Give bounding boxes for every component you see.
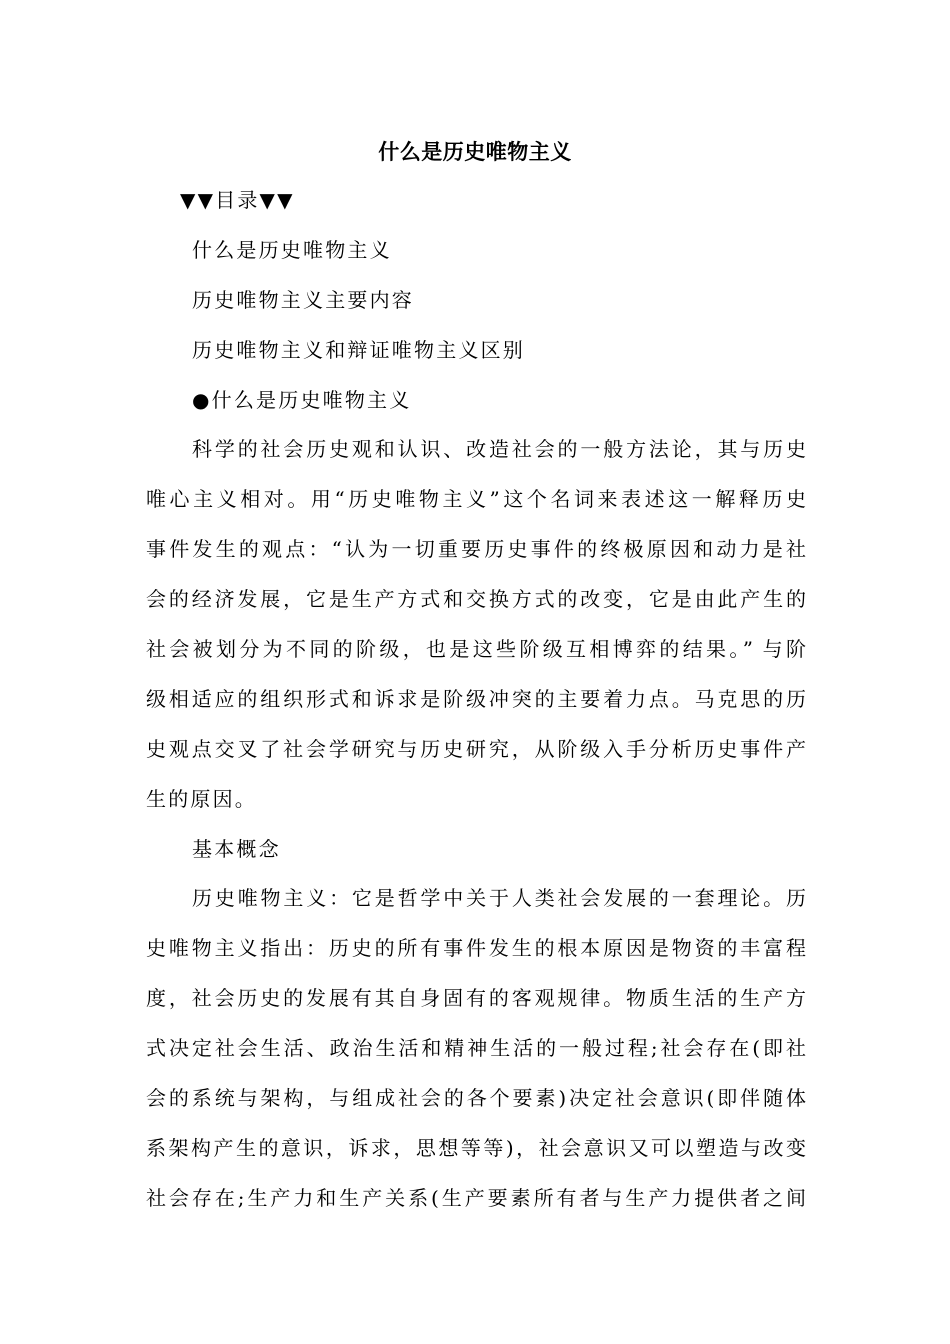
paragraph-line: 科学的社会历史观和认识、改造社会的一般方法论，其与历史 — [192, 437, 806, 461]
paragraph-line: 系架构产生的意识，诉求，思想等等)，社会意识又可以塑造与改变 — [146, 1136, 806, 1160]
toc-item[interactable]: 历史唯物主义和辩证唯物主义区别 — [192, 338, 525, 362]
paragraph-line: 事件发生的观点：“认为一切重要历史事件的终极原因和动力是社 — [146, 537, 806, 561]
page-title: 什么是历史唯物主义 — [378, 140, 572, 164]
subheading: 基本概念 — [192, 837, 281, 861]
paragraph-line: 历史唯物主义：它是哲学中关于人类社会发展的一套理论。历 — [192, 886, 806, 910]
paragraph-line: 级相适应的组织形式和诉求是阶级冲突的主要着力点。马克思的历 — [146, 687, 806, 711]
paragraph-line: 史观点交叉了社会学研究与历史研究，从阶级入手分析历史事件产 — [146, 737, 806, 761]
paragraph-line: 生的原因。 — [146, 787, 257, 811]
paragraph-line: 社会存在;生产力和生产关系(生产要素所有者与生产力提供者之间 — [146, 1186, 806, 1210]
paragraph-line: 会的系统与架构，与组成社会的各个要素)决定社会意识(即伴随体 — [146, 1086, 806, 1110]
toc-item[interactable]: 历史唯物主义主要内容 — [192, 288, 414, 312]
paragraph-line: 会的经济发展，它是生产方式和交换方式的改变，它是由此产生的 — [146, 587, 806, 611]
paragraph-line: 唯心主义相对。用“历史唯物主义”这个名词来表述这一解释历史 — [146, 487, 806, 511]
toc-item[interactable]: 什么是历史唯物主义 — [192, 238, 392, 262]
paragraph-line: 史唯物主义指出：历史的所有事件发生的根本原因是物资的丰富程 — [146, 936, 806, 960]
section-heading: ●什么是历史唯物主义 — [192, 388, 412, 412]
paragraph-line: 社会被划分为不同的阶级，也是这些阶级互相博弈的结果。” 与阶 — [146, 637, 806, 661]
paragraph-line: 度，社会历史的发展有其自身固有的客观规律。物质生活的生产方 — [146, 986, 806, 1010]
paragraph-line: 式决定社会生活、政治生活和精神生活的一般过程;社会存在(即社 — [146, 1036, 806, 1060]
toc-heading: ▼▼目录▼▼ — [180, 188, 295, 212]
